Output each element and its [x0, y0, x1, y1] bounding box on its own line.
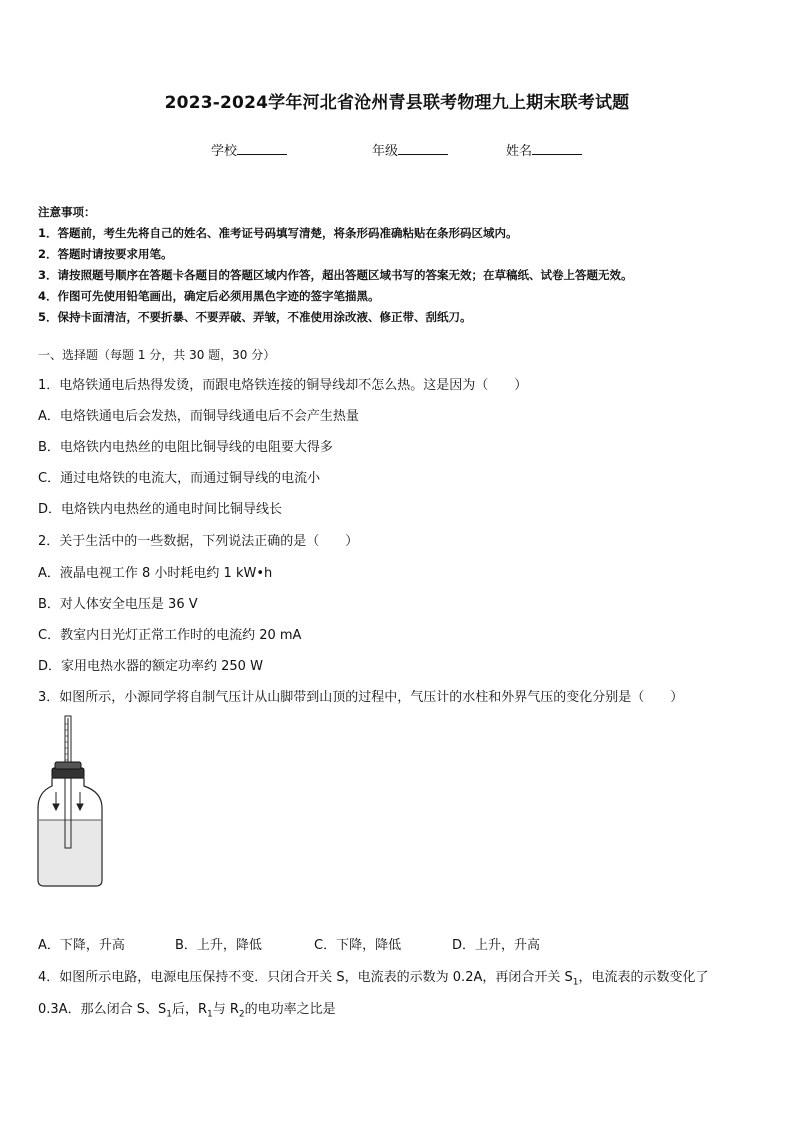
question-3-option-d: D．上升，升高 — [452, 938, 541, 953]
subscript-2: 2 — [238, 1009, 245, 1020]
school-label: 学校 — [211, 144, 238, 159]
note-item: 3．请按照题号顺序在答题卡各题目的答题区域内作答，超出答题区域书写的答案无效；在草稿纸、试卷上答题无效。 — [38, 268, 633, 282]
question-4-line-2-r2: 与 R — [212, 1002, 239, 1017]
school-blank — [237, 142, 287, 155]
name-label: 姓名 — [506, 144, 533, 159]
grade-label: 年级 — [372, 144, 399, 159]
barometer-illustration — [30, 712, 110, 892]
question-4-line-2-r1: 后，R — [171, 1002, 207, 1017]
section-heading: 一、选择题（每题 1 分，共 30 题，30 分） — [38, 348, 276, 362]
name-field — [506, 140, 582, 159]
question-4-line-1 — [38, 966, 709, 988]
question-2-option-a: A．液晶电视工作 8 小时耗电约 1 kW•h — [38, 566, 273, 581]
question-3-option-a: A．下降，升高 — [38, 938, 125, 953]
water-body — [39, 820, 101, 885]
exam-title: 2023-2024学年河北省沧州青县联考物理九上期末联考试题 — [164, 93, 630, 113]
grade-blank — [398, 142, 448, 155]
question-4-line-1-text: 4．如图所示电路，电源电压保持不变．只闭合开关 S，电流表的示数为 0.2A，再闭合开关 S — [38, 970, 573, 985]
barometer-figure — [30, 712, 110, 896]
question-3-stem: 3．如图所示，小源同学将自制气压计从山脚带到山顶的过程中，气压计的水柱和外界气压的变化分别是（ ） — [38, 690, 684, 705]
school-field — [211, 140, 287, 159]
question-3-option-c: C．下降，降低 — [314, 938, 402, 953]
subscript-1: 1 — [572, 977, 579, 988]
subscript-1: 1 — [207, 1009, 213, 1020]
notes-block — [38, 202, 768, 328]
question-1-option-d: D．电烙铁内电热丝的通电时间比铜导线长 — [38, 502, 283, 517]
stopper-top — [55, 762, 81, 769]
question-4-line-2-tail: 的电功率之比是 — [244, 1002, 336, 1017]
name-blank — [532, 142, 582, 155]
subscript-1: 1 — [166, 1009, 172, 1020]
note-item: 1．答题前，考生先将自己的姓名、准考证号码填写清楚，将条形码准确粘贴在条形码区域内。 — [38, 226, 518, 240]
question-4-line-2 — [38, 998, 336, 1020]
note-item: 4．作图可先使用铅笔画出，确定后必须用黑色字迹的签字笔描黑。 — [38, 289, 380, 303]
note-item: 5．保持卡面清洁，不要折暴、不要弄破、弄皱，不准使用涂改液、修正带、刮纸刀。 — [38, 310, 472, 324]
notes-heading: 注意事项： — [38, 205, 96, 219]
question-1-option-b: B．电烙铁内电热丝的电阻比铜导线的电阻要大得多 — [38, 440, 333, 455]
question-2-option-b: B．对人体安全电压是 36 V — [38, 597, 198, 612]
question-2-option-c: C．教室内日光灯正常工作时的电流约 20 mA — [38, 628, 302, 643]
note-item: 2．答题时请按要求用笔。 — [38, 247, 173, 261]
question-2-stem: 2．关于生活中的一些数据，下列说法正确的是（ ） — [38, 534, 359, 549]
question-4-line-2-text: 0.3A．那么闭合 S、S — [38, 1002, 167, 1017]
question-3-option-b: B．上升，降低 — [175, 938, 262, 953]
grade-field — [372, 140, 448, 159]
question-1-option-a: A．电烙铁通电后会发热，而铜导线通电后不会产生热量 — [38, 409, 359, 424]
question-1-stem: 1．电烙铁通电后热得发烫，而跟电烙铁连接的铜导线却不怎么热。这是因为（ ） — [38, 378, 528, 393]
question-4-line-1-tail: ，电流表的示数变化了 — [578, 970, 709, 985]
question-2-option-d: D．家用电热水器的额定功率约 250 W — [38, 659, 263, 674]
question-1-option-c: C．通过电烙铁的电流大，而通过铜导线的电流小 — [38, 471, 321, 486]
